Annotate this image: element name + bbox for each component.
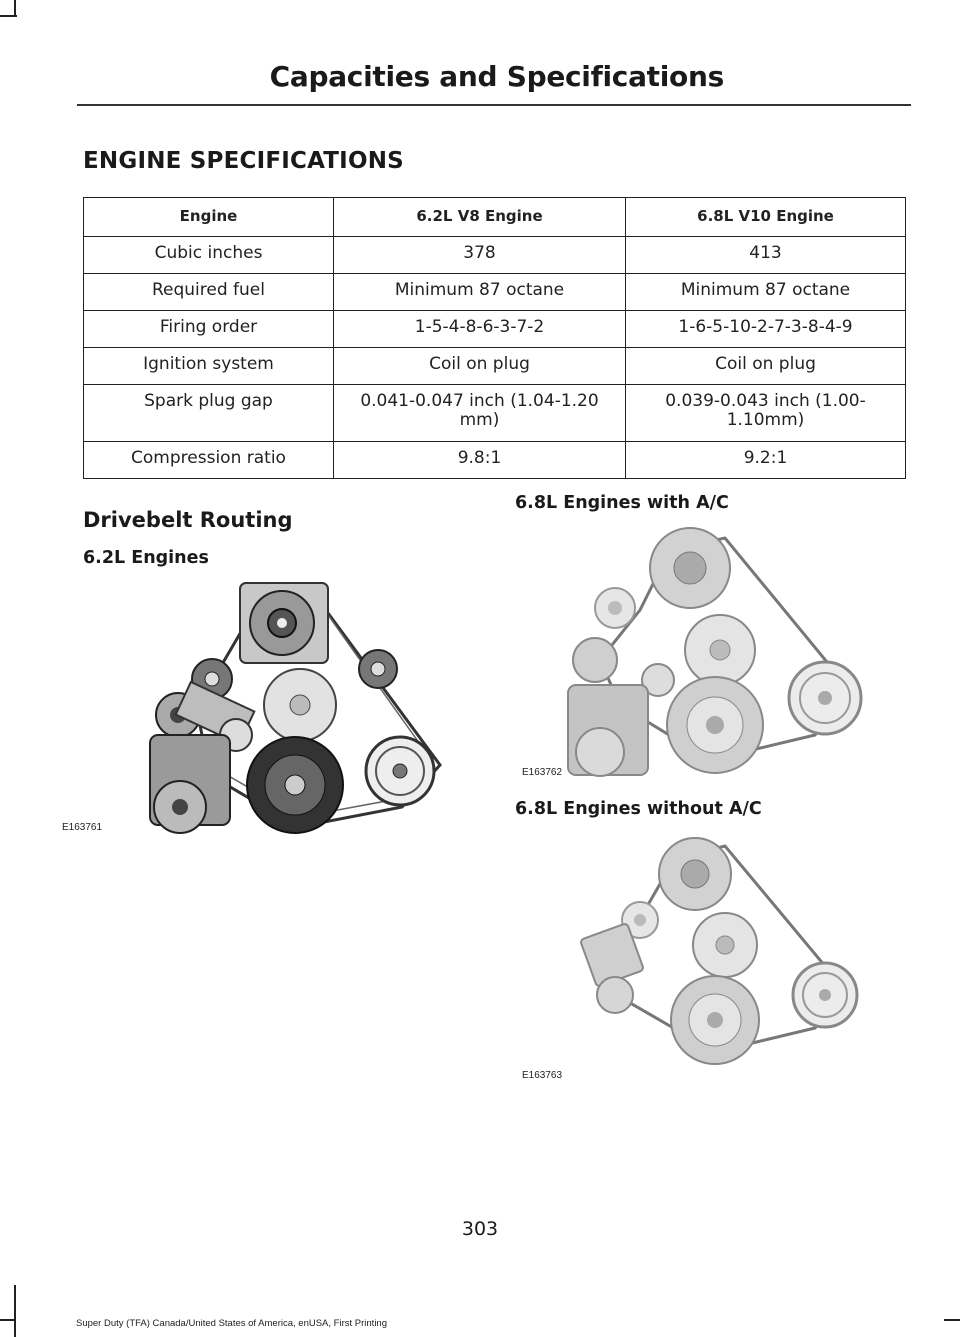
drivebelt-heading: Drivebelt Routing [83, 508, 293, 532]
table-cell: Coil on plug [334, 348, 626, 385]
table-row [84, 274, 906, 311]
table-row [84, 311, 906, 348]
figure-heading-68l-no-ac: 6.8L Engines without A/C [515, 799, 762, 819]
table-cell: 378 [334, 237, 626, 274]
table-cell: 413 [626, 237, 906, 274]
drivebelt-diagram-68l-ac [560, 520, 870, 785]
table-header-row [84, 198, 906, 237]
crop-mark [0, 1319, 16, 1321]
header-cell: 6.2L V8 Engine [334, 198, 626, 237]
table-cell: Minimum 87 octane [626, 274, 906, 311]
table-cell: 9.2:1 [626, 442, 906, 479]
page-number: 303 [461, 1218, 499, 1240]
page-header-title: Capacities and Specifications [269, 60, 724, 93]
figure-code-68l-no-ac: E163763 [522, 1070, 563, 1081]
table-cell: Coil on plug [626, 348, 906, 385]
figure-code-68l-ac: E163762 [522, 767, 563, 778]
engine-spec-table [83, 197, 906, 479]
figure-heading-68l-ac: 6.8L Engines with A/C [515, 493, 729, 513]
figure-heading-62l: 6.2L Engines [83, 548, 209, 568]
table-row [84, 348, 906, 385]
table-cell: 1-6-5-10-2-7-3-8-4-9 [626, 311, 906, 348]
drivebelt-diagram-62l [140, 575, 460, 840]
crop-mark [0, 15, 17, 17]
table-row [84, 237, 906, 274]
header-cell: 6.8L V10 Engine [626, 198, 906, 237]
figure-code-62l: E163761 [62, 822, 103, 833]
crop-mark [944, 1319, 960, 1321]
table-cell: Spark plug gap [84, 385, 334, 442]
header-rule [77, 104, 911, 106]
table-cell: Ignition system [84, 348, 334, 385]
table-cell: 1-5-4-8-6-3-7-2 [334, 311, 626, 348]
table-cell: Compression ratio [84, 442, 334, 479]
header-cell: Engine [84, 198, 334, 237]
page-footer: Super Duty (TFA) Canada/United States of America, enUSA, First Printing [76, 1318, 387, 1329]
table-row [84, 385, 906, 442]
table-cell: 0.039-0.043 inch (1.00-1.10mm) [626, 385, 906, 442]
table-cell: 9.8:1 [334, 442, 626, 479]
table-cell: Firing order [84, 311, 334, 348]
drivebelt-diagram-68l-no-ac [575, 830, 865, 1070]
table-row [84, 442, 906, 479]
crop-mark [14, 1285, 16, 1337]
section-title: ENGINE SPECIFICATIONS [83, 148, 404, 174]
table-cell: Cubic inches [84, 237, 334, 274]
table-cell: Required fuel [84, 274, 334, 311]
table-cell: Minimum 87 octane [334, 274, 626, 311]
table-cell: 0.041-0.047 inch (1.04-1.20 mm) [334, 385, 626, 442]
